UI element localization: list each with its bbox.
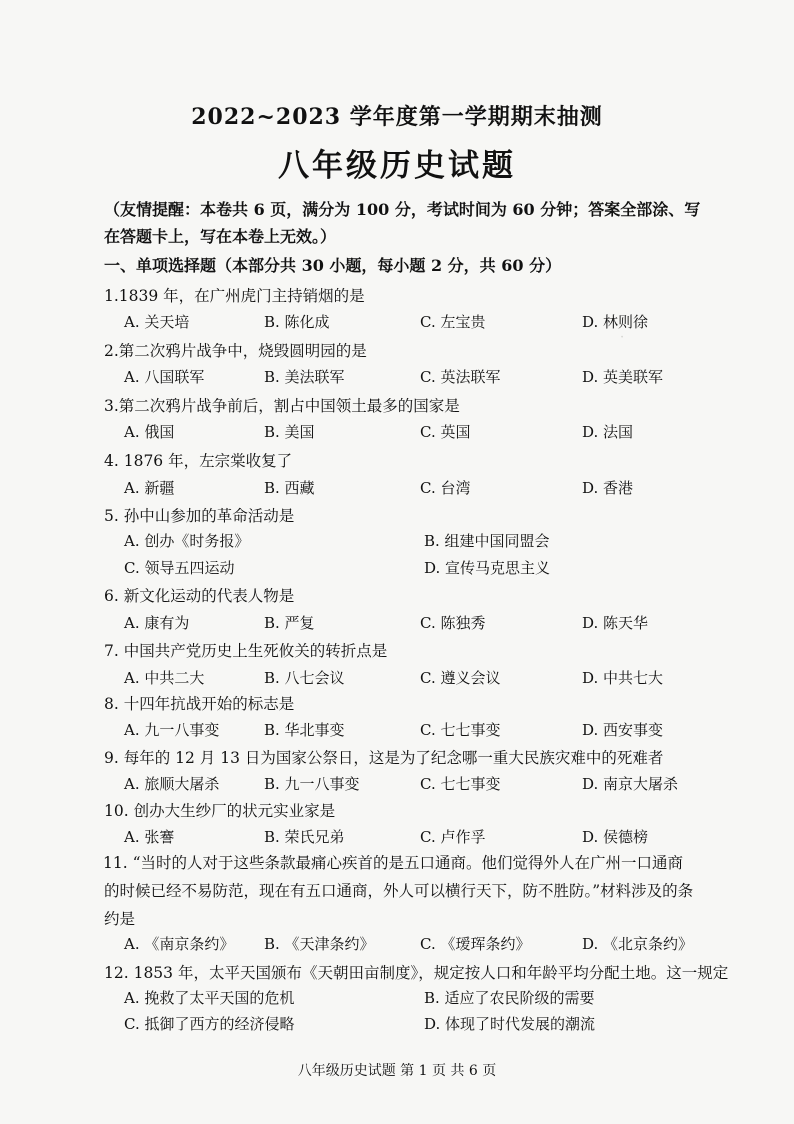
exam-subtitle: 八年级历史试题: [278, 148, 516, 184]
option-c: C. 七七事变: [420, 775, 501, 793]
option-c: C. 抵御了西方的经济侵略: [124, 1015, 295, 1033]
option-d: D. 英美联军: [582, 368, 664, 386]
question-1: 1.1839 年，在广州虎门主持销烟的是: [104, 287, 365, 305]
option-a: A. 八国联军: [124, 368, 205, 386]
option-a: A. 挽救了太平天国的危机: [124, 989, 295, 1007]
question-9: 9. 每年的 12 月 13 日为国家公祭日，这是为了纪念哪一重大民族灾难中的死难者: [104, 749, 664, 767]
option-d: D. 中共七大: [582, 669, 664, 687]
option-a: A. 九一八事变: [124, 721, 220, 739]
question-4-options: [0, 477, 794, 501]
question-4: 4. 1876 年，左宗棠收复了: [104, 452, 293, 470]
option-b: B. 八七会议: [264, 669, 345, 687]
question-7-options: [0, 667, 794, 691]
option-c: C. 卢作孚: [420, 828, 486, 846]
option-c: C. 英法联军: [420, 368, 501, 386]
question-6: 6. 新文化运动的代表人物是: [104, 587, 295, 605]
option-d: D. 法国: [582, 423, 634, 441]
option-c: C. 英国: [420, 423, 471, 441]
option-c: C. 左宝贵: [420, 313, 486, 331]
option-c: C. 台湾: [420, 479, 471, 497]
question-3: 3.第二次鸦片战争前后，割占中国领土最多的国家是: [104, 397, 460, 415]
question-8: 8. 十四年抗战开始的标志是: [104, 695, 295, 713]
question-11: 11. “当时的人对于这些条款最痛心疾首的是五口通商。他们觉得外人在广州一口通商的时候已经不易防范，现在有五口通商，外人可以横行天下，防不胜防。”材料涉及的条约是: [103, 854, 694, 928]
option-b: B. 美法联军: [264, 368, 345, 386]
option-a: A. 旅顺大屠杀: [124, 775, 220, 793]
option-b: B. 华北事变: [264, 721, 345, 739]
option-d: D. 体现了时代发展的潮流: [424, 1015, 596, 1033]
question-11-options: [0, 933, 794, 957]
option-c: C. 《瑷珲条约》: [420, 935, 531, 953]
option-d: D. 侯德榜: [582, 828, 649, 846]
question-2: 2.第二次鸦片战争中，烧毁圆明园的是: [104, 342, 367, 360]
option-c: C. 七七事变: [420, 721, 501, 739]
question-9-options: [0, 773, 794, 797]
option-a: A. 中共二大: [124, 669, 205, 687]
option-c: C. 遵义会议: [420, 669, 501, 687]
question-12: 12. 1853 年，太平天国颁布《天朝田亩制度》，规定按人口和年龄平均分配土地。这一规定: [104, 964, 729, 982]
question-5: 5. 孙中山参加的革命活动是: [104, 507, 295, 525]
exam-notice: （友情提醒：本卷共 6 页，满分为 100 分，考试时间为 60 分钟；答案全部涂、写在答题卡上，写在本卷上无效。）: [104, 200, 701, 246]
option-b: B. 适应了农民阶级的需要: [424, 989, 595, 1007]
question-6-options: [0, 612, 794, 636]
option-b: B. 美国: [264, 423, 315, 441]
option-a: A. 俄国: [124, 423, 175, 441]
question-5-options-row1: [0, 530, 794, 554]
option-d: D. 香港: [582, 479, 634, 497]
question-3-options: [0, 421, 794, 445]
option-d: D. 《北京条约》: [582, 935, 694, 953]
option-b: B. 荣氏兄弟: [264, 828, 345, 846]
option-b: B. 九一八事变: [264, 775, 360, 793]
question-7: 7. 中国共产党历史上生死攸关的转折点是: [104, 642, 388, 660]
option-d: D. 宣传马克思主义: [424, 559, 551, 577]
option-a: A. 新疆: [124, 479, 175, 497]
option-a: A. 张謇: [124, 828, 175, 846]
option-b: B. 陈化成: [264, 313, 330, 331]
exam-title: 2022~2023 学年度第一学期期末抽测: [191, 104, 603, 130]
option-d: D. 陈天华: [582, 614, 649, 632]
option-b: B. 组建中国同盟会: [424, 532, 550, 550]
option-b: B. 《天津条约》: [264, 935, 375, 953]
question-12-options-row2: [0, 1013, 794, 1037]
question-2-options: [0, 366, 794, 390]
page-footer: 八年级历史试题 第 1 页 共 6 页: [297, 1063, 497, 1079]
option-a: A. 创办《时务报》: [124, 532, 250, 550]
section-heading: 一、单项选择题（本部分共 30 小题，每小题 2 分，共 60 分）: [104, 256, 562, 275]
option-a: A. 康有为: [124, 614, 190, 632]
question-1-options: [0, 311, 794, 335]
question-8-options: [0, 719, 794, 743]
question-10: 10. 创办大生纱厂的状元实业家是: [104, 802, 336, 820]
option-b: B. 西藏: [264, 479, 315, 497]
option-b: B. 严复: [264, 614, 315, 632]
question-10-options: [0, 826, 794, 850]
option-c: C. 陈独秀: [420, 614, 486, 632]
option-d: D. 南京大屠杀: [582, 775, 679, 793]
bleed-through-text: ·: [620, 330, 625, 345]
option-c: C. 领导五四运动: [124, 559, 235, 577]
question-5-options-row2: [0, 557, 794, 581]
question-12-options-row1: [0, 987, 794, 1011]
option-a: A. 《南京条约》: [124, 935, 235, 953]
option-d: D. 林则徐: [582, 313, 649, 331]
option-a: A. 关天培: [124, 313, 190, 331]
option-d: D. 西安事变: [582, 721, 664, 739]
